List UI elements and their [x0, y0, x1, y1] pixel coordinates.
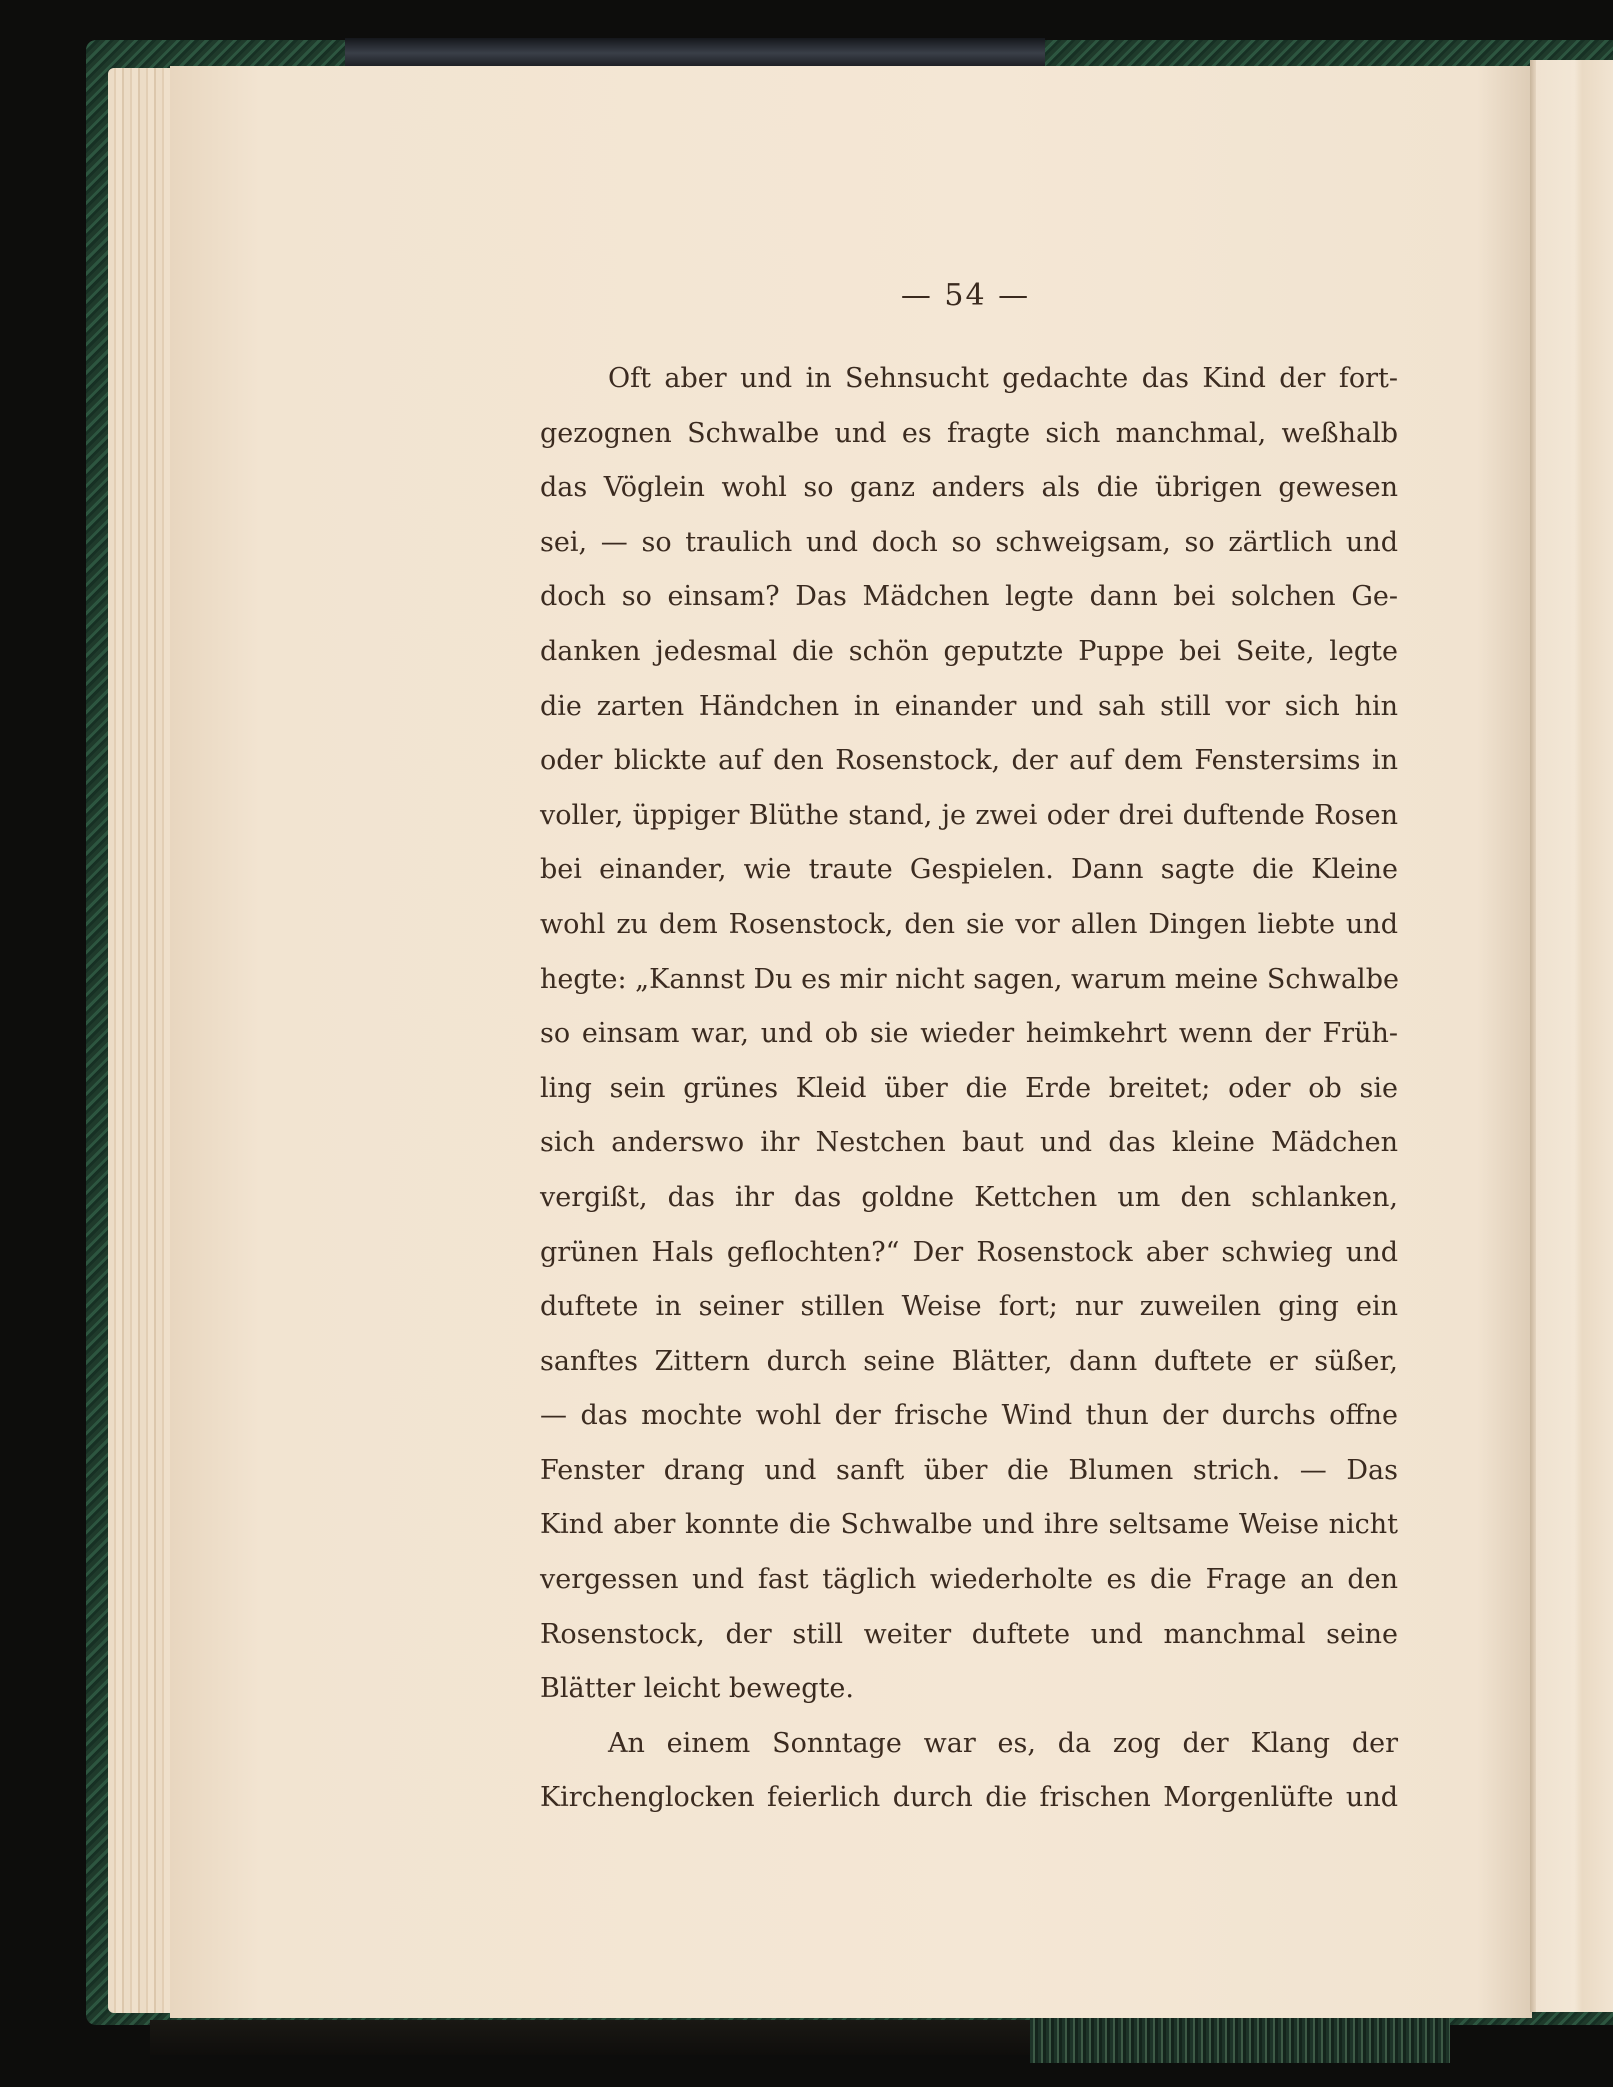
text-line: danken jedesmal die schön geputzte Puppe bei Seite, legte — [540, 635, 1398, 667]
text-line: vergessen und fast täglich wiederholte es die Frage an den — [540, 1564, 1398, 1596]
text-line: sich anderswo ihr Nestchen baut und das kleine Mädchen — [540, 1127, 1398, 1159]
text-line: grünen Hals geflochten?“ Der Rosenstock aber schwieg und — [540, 1236, 1398, 1268]
text-line: wohl zu dem Rosenstock, den sie vor allen Dingen liebte und — [540, 908, 1398, 940]
text-line: Oft aber und in Sehnsucht gedachte das Kind der fort- — [608, 363, 1398, 394]
text-line: vergißt, das ihr das goldne Kettchen um den schlanken, — [540, 1181, 1398, 1213]
worn-cover-bottom — [150, 2020, 1030, 2055]
text-line: duftete in seiner stillen Weise fort; nur zuweilen ging ein — [540, 1291, 1398, 1323]
text-line: das Vöglein wohl so ganz anders als die übrigen gewesen — [540, 472, 1398, 504]
text-line: Kirchenglocken feierlich durch die frischen Morgenlüfte und — [540, 1782, 1398, 1814]
text-line: Fenster drang und sanft über die Blumen strich. — Das — [540, 1454, 1398, 1486]
text-line: voller, üppiger Blüthe stand, je zwei oder drei duftende Rosen — [540, 799, 1398, 831]
text-line: Blätter leicht bewegte. — [540, 1673, 854, 1705]
text-line: so einsam war, und ob sie wieder heimkehrt wenn der Früh- — [540, 1018, 1398, 1050]
text-line: An einem Sonntage war es, da zog der Klang der — [608, 1727, 1398, 1759]
page-number: — 54 — — [900, 278, 1031, 313]
text-line: die zarten Händchen in einander und sah still vor sich hin — [540, 690, 1398, 722]
worn-spine-top — [345, 38, 1045, 68]
text-line: sei, — so traulich und doch so schweigsam, so zärtlich und — [540, 526, 1398, 558]
text-line: — das mochte wohl der frische Wind thun der durchs offne — [540, 1400, 1398, 1432]
text-line: Kind aber konnte die Schwalbe und ihre seltsame Weise nicht — [540, 1509, 1398, 1541]
text-line: oder blickte auf den Rosenstock, der auf dem Fenstersims in — [540, 745, 1398, 777]
text-line: hegte: „Kannst Du es mir nicht sagen, warum meine Schwalbe — [540, 963, 1399, 995]
text-line: sanftes Zittern durch seine Blätter, dann duftete er süßer, — [540, 1345, 1398, 1377]
text-line: bei einander, wie traute Gespielen. Dann sagte die Kleine — [540, 854, 1398, 886]
body-text — [540, 352, 1398, 1826]
cover-bottom-cloth — [1030, 2018, 1450, 2063]
text-line: doch so einsam? Das Mädchen legte dann bei solchen Ge- — [540, 581, 1398, 613]
facing-page-sliver — [1536, 60, 1613, 2012]
text-line: gezognen Schwalbe und es fragte sich manchmal, weßhalb — [540, 417, 1398, 449]
text-line: Rosenstock, der still weiter duftete und manchmal seine — [540, 1618, 1398, 1650]
text-line: ling sein grünes Kleid über die Erde breitet; oder ob sie — [540, 1072, 1398, 1104]
